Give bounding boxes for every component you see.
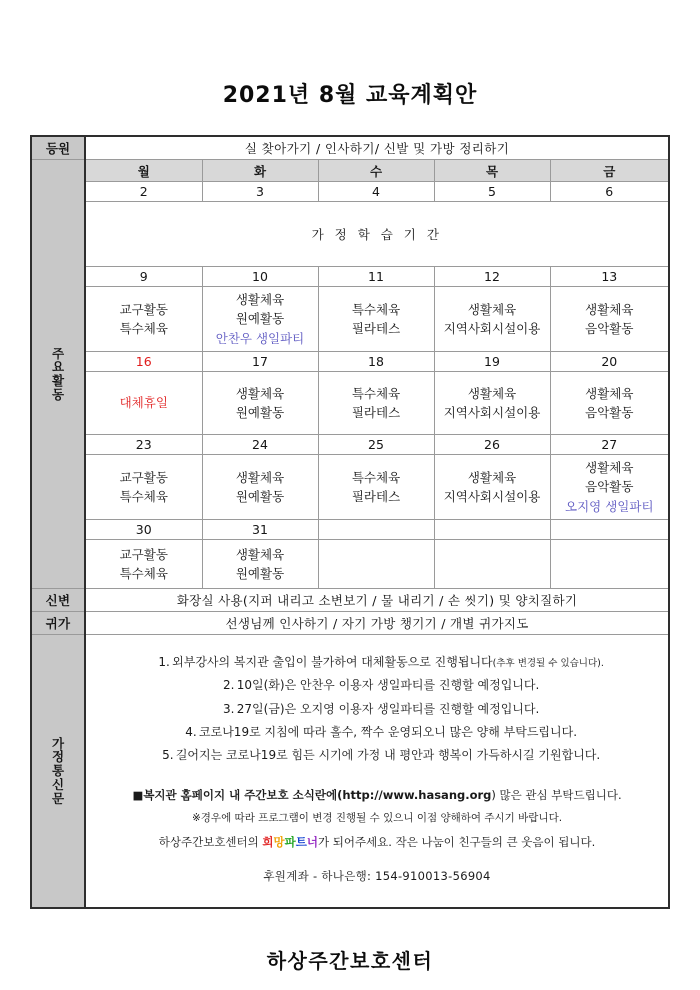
- activity-cell: [550, 540, 669, 589]
- date-cell: 5: [434, 182, 550, 202]
- activity-cell: [85, 540, 202, 589]
- row-label-departure: 귀가: [31, 612, 85, 635]
- date-cell: 27: [550, 435, 669, 455]
- monthly-plan-table: [30, 135, 670, 909]
- hygiene-row: [31, 589, 669, 612]
- activity-line: 원예활동: [235, 311, 285, 327]
- date-cell: 16: [85, 352, 202, 372]
- newsletter-item-note: (추후 변경될 수 있습니다).: [492, 657, 604, 669]
- week-3-date-row: [31, 352, 669, 372]
- activity-cell: [202, 372, 318, 435]
- weekday-tue: 화: [202, 160, 318, 182]
- newsletter-item-number: 4.: [185, 724, 197, 739]
- activity-line: 생활체육: [467, 469, 517, 485]
- activity-line: 생활체육: [235, 385, 285, 401]
- activity-line: 필라테스: [351, 489, 401, 504]
- newsletter-item: [102, 674, 658, 697]
- activity-line: 원예활동: [235, 489, 285, 504]
- account-line: 후원계좌 - 하나은행: 154-910013-56904: [263, 868, 491, 883]
- activity-line: 필라테스: [351, 321, 401, 336]
- newsletter-item-number: 1.: [158, 654, 170, 669]
- newsletter-item-text: 길어지는 코로나19로 힘든 시기에 가정 내 평안과 행복이 가득하시길 기원합니다.: [175, 748, 601, 763]
- main-activity-char-0: 주: [51, 345, 65, 361]
- main-activity-char-2: 활: [51, 373, 65, 388]
- caution-line: ※경우에 따라 프로그램이 변경 진행될 수 있으니 이점 양해하여 주시기 바랍니다.: [191, 812, 563, 825]
- date-cell: 9: [85, 267, 202, 287]
- activity-line: 안찬우 생일파티: [215, 330, 305, 346]
- week-5-activity-row: [31, 540, 669, 589]
- partner-word-char: 파: [284, 835, 296, 850]
- activity-line: 특수체육: [351, 301, 401, 317]
- activity-cell: [85, 372, 202, 435]
- homepage-url: http://www.hasang.org: [342, 787, 492, 802]
- newsletter-content-cell: [85, 635, 669, 909]
- newsletter-char-0: 가: [51, 735, 65, 751]
- activity-cell: [434, 372, 550, 435]
- activity-cell: [434, 455, 550, 520]
- activity-line: 오지영 생일파티: [565, 498, 654, 514]
- newsletter-item-number: 3.: [223, 701, 235, 716]
- weekday-mon: 월: [85, 160, 202, 182]
- newsletter-char-3: 신: [51, 776, 65, 792]
- main-activity-char-1: 요: [51, 359, 65, 375]
- hygiene-text: 화장실 사용(지퍼 내리고 소변보기 / 물 내리기 / 손 씻기) 및 양치질하기: [85, 589, 669, 612]
- activity-line: 생활체육: [585, 459, 634, 475]
- row-label-newsletter: [31, 635, 85, 909]
- partner-word: [262, 835, 318, 849]
- date-cell: [434, 520, 550, 540]
- date-cell: 31: [202, 520, 318, 540]
- date-cell: 24: [202, 435, 318, 455]
- activity-cell: [550, 372, 669, 435]
- homepage-line: [86, 786, 668, 806]
- partner-word-char: 희: [262, 835, 274, 850]
- date-cell: 13: [550, 267, 669, 287]
- partner-line: [86, 833, 668, 853]
- week-2-date-row: [31, 267, 669, 287]
- activity-line: 특수체육: [351, 469, 401, 485]
- activity-cell: [550, 287, 669, 352]
- activity-line: 필라테스: [351, 405, 401, 420]
- date-cell: 23: [85, 435, 202, 455]
- activity-line: 대체휴일: [119, 395, 168, 411]
- date-cell: 4: [318, 182, 434, 202]
- activity-line: 원예활동: [235, 566, 285, 581]
- activity-line: 음악활동: [585, 405, 634, 420]
- activity-line: 음악활동: [585, 479, 634, 495]
- newsletter-item-text: 코로나19로 지침에 따라 홀수, 짝수 운영되오니 많은 양해 부탁드립니다.: [199, 724, 578, 739]
- activity-cell: [318, 455, 434, 520]
- activity-line: 교구활동: [119, 469, 168, 485]
- newsletter-item-text: 27일(금)은 오지영 이용자 생일파티를 진행할 예정입니다.: [236, 701, 540, 716]
- home-study-period-cell: 가 정 학 습 기 간: [85, 202, 669, 267]
- partner-line-post: 가 되어주세요. 작은 나눔이 친구들의 큰 웃음이 됩니다.: [317, 835, 596, 850]
- partner-word-char: 망: [273, 835, 285, 850]
- activity-cell: [434, 540, 550, 589]
- activity-line: 특수체육: [119, 566, 168, 581]
- activity-line: 특수체육: [351, 385, 401, 401]
- newsletter-item-text: 10일(화)은 안찬우 이용자 생일파티를 진행할 예정입니다.: [236, 678, 540, 693]
- activity-line: 원예활동: [235, 405, 285, 420]
- activity-line: 지역사회시설이용: [443, 489, 541, 504]
- date-cell: 30: [85, 520, 202, 540]
- activity-cell: [202, 540, 318, 589]
- activity-cell: [85, 455, 202, 520]
- weekday-wed: 수: [318, 160, 434, 182]
- date-cell: 18: [318, 352, 434, 372]
- main-activity-char-3: 동: [51, 386, 65, 402]
- activity-line: 음악활동: [585, 321, 634, 336]
- date-cell: 2: [85, 182, 202, 202]
- partner-word-char: 트: [295, 835, 307, 850]
- date-cell: 11: [318, 267, 434, 287]
- weekday-thu: 목: [434, 160, 550, 182]
- activity-line: 생활체육: [585, 301, 634, 317]
- activity-line: 지역사회시설이용: [443, 321, 541, 336]
- partner-word-char: 너: [306, 835, 318, 850]
- activity-line: 특수체육: [119, 489, 168, 504]
- date-cell: 12: [434, 267, 550, 287]
- newsletter-item-number: 5.: [162, 748, 174, 763]
- activity-line: 특수체육: [119, 321, 168, 336]
- activity-cell: [85, 287, 202, 352]
- center-name: 하상주간보호센터: [266, 949, 434, 973]
- activity-line: 생활체육: [585, 385, 634, 401]
- activity-cell: [318, 540, 434, 589]
- date-cell: 10: [202, 267, 318, 287]
- row-label-arrival: 등원: [31, 136, 85, 160]
- row-label-main-activity: [31, 160, 85, 589]
- activity-cell: [318, 287, 434, 352]
- newsletter-item: [102, 721, 658, 744]
- activity-line: 교구활동: [119, 546, 168, 562]
- activity-line: 생활체육: [235, 469, 285, 485]
- departure-text: 선생님께 인사하기 / 자기 가방 챙기기 / 개별 귀가지도: [85, 612, 669, 635]
- activity-cell: [434, 287, 550, 352]
- activity-line: 지역사회시설이용: [443, 405, 541, 420]
- weekday-fri: 금: [550, 160, 669, 182]
- week-1-activity-row: [31, 202, 669, 267]
- newsletter-item: [102, 744, 658, 767]
- activity-line: 교구활동: [119, 301, 168, 317]
- newsletter-item-number: 2.: [223, 678, 235, 693]
- week-4-activity-row: [31, 455, 669, 520]
- date-cell: 25: [318, 435, 434, 455]
- plan-table-container: [30, 135, 670, 909]
- date-cell: 17: [202, 352, 318, 372]
- week-4-date-row: [31, 435, 669, 455]
- newsletter-char-4: 문: [51, 790, 65, 806]
- partner-line-pre: 하상주간보호센터의: [158, 835, 263, 850]
- activity-line: 생활체육: [235, 546, 285, 562]
- page-title: 2021년 8월 교육계획안: [222, 83, 478, 108]
- week-1-date-row: [31, 182, 669, 202]
- activity-cell: [202, 455, 318, 520]
- activity-line: 생활체육: [235, 291, 285, 307]
- row-label-hygiene: 신변: [31, 589, 85, 612]
- newsletter-item-text: 외부강사의 복지관 출입이 불가하여 대체활동으로 진행됩니다: [172, 654, 493, 669]
- departure-row: [31, 612, 669, 635]
- date-cell: 26: [434, 435, 550, 455]
- activity-line: 생활체육: [467, 301, 517, 317]
- date-cell: 3: [202, 182, 318, 202]
- week-5-date-row: [31, 520, 669, 540]
- newsletter-footer-block: [86, 786, 668, 886]
- date-cell: [318, 520, 434, 540]
- activity-cell: [318, 372, 434, 435]
- date-cell: 20: [550, 352, 669, 372]
- week-2-activity-row: [31, 287, 669, 352]
- date-cell: 19: [434, 352, 550, 372]
- newsletter-item: [102, 651, 658, 674]
- activity-line: 생활체육: [467, 385, 517, 401]
- homepage-line-post: ) 많은 관심 부탁드립니다.: [491, 787, 622, 802]
- newsletter-item-list: [86, 651, 668, 768]
- newsletter-char-1: 정: [51, 749, 65, 765]
- date-cell: 6: [550, 182, 669, 202]
- week-3-activity-row: [31, 372, 669, 435]
- newsletter-row: [31, 635, 669, 909]
- activity-cell: [550, 455, 669, 520]
- newsletter-char-2: 통: [51, 763, 65, 779]
- homepage-line-pre: ■복지관 홈페이지 내 주간보호 소식란에(: [132, 787, 343, 802]
- arrival-routine-text: 실 찾아가기 / 인사하기/ 신발 및 가방 정리하기: [85, 136, 669, 160]
- date-cell: [550, 520, 669, 540]
- newsletter-item: [102, 698, 658, 721]
- activity-cell: [202, 287, 318, 352]
- arrival-row: [31, 136, 669, 160]
- weekday-header-row: [31, 160, 669, 182]
